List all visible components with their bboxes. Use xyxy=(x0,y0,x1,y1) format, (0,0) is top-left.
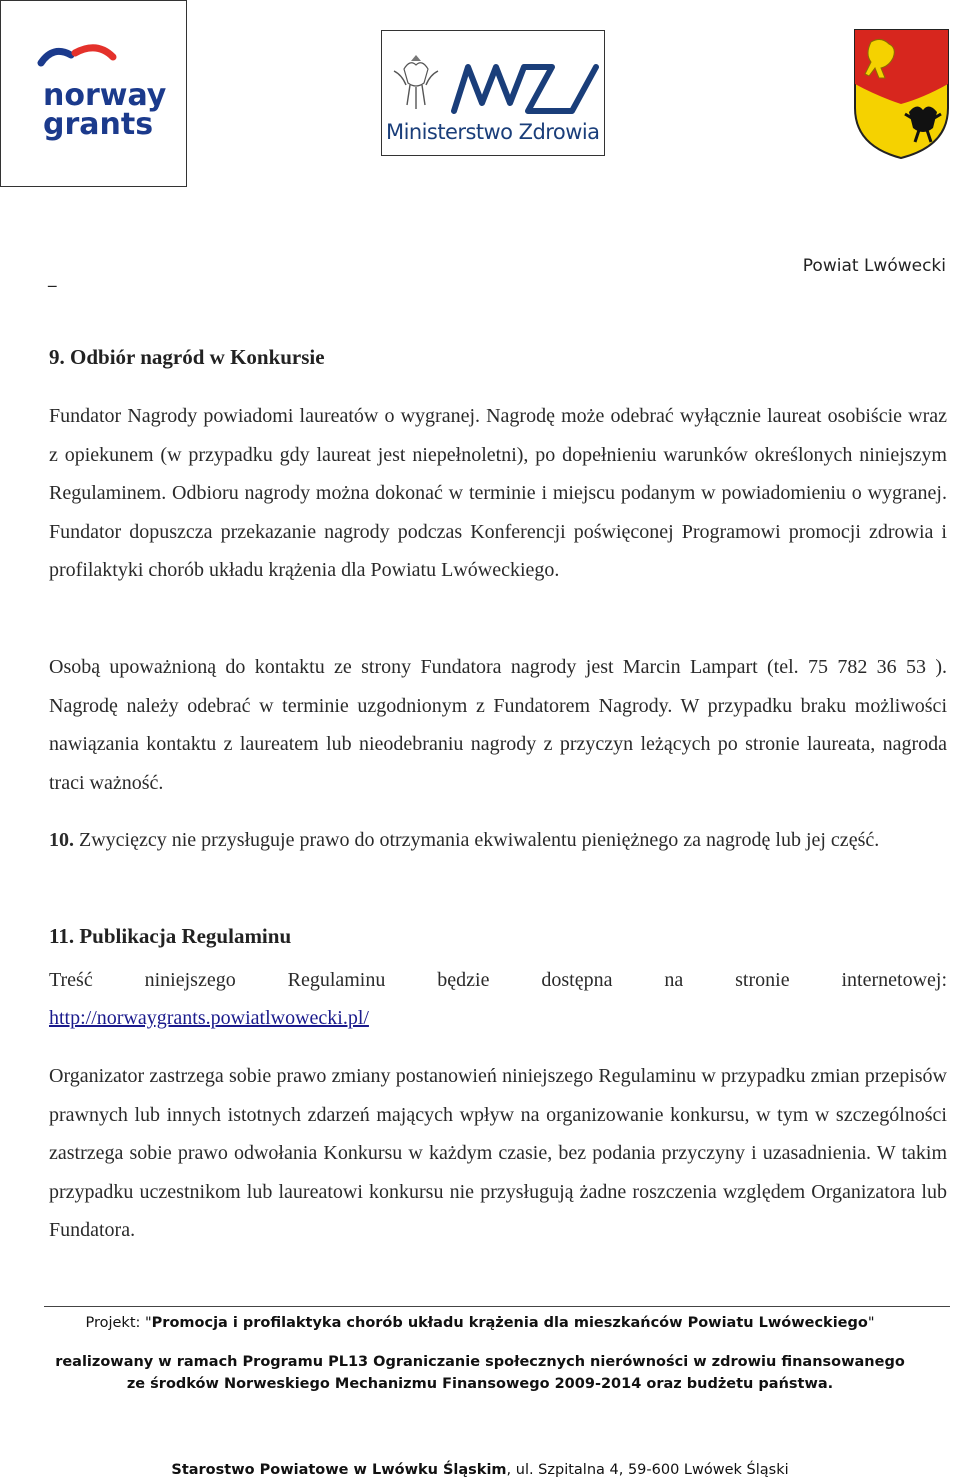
ministry-of-health-logo xyxy=(381,30,605,156)
footer-divider xyxy=(44,1306,950,1307)
header-dash: _ xyxy=(48,268,57,288)
section-9-title: 9. Odbiór nagród w Konkursie xyxy=(49,345,325,369)
section-9-paragraph-1: Fundator Nagrody powiadomi laureatów o wygranej. Nagrodę może odebrać wyłącznie laureat osobiście wraz z opiekunem (w przypadku gdy laureat jest niepełnoletni), po dopełnieniu warunków określonych niniejszym Regulaminem. Odbioru nagrody można dokonać w terminie i miejscu podanym w powiadomieniu o wygranej. Fundator dopuszcza przekazanie nagrody podczas Konferencji poświęconej Programowi promocji zdrowia i profilaktyki chorób układu krążenia dla Powiatu Lwóweckiego. xyxy=(49,405,947,581)
footer-address-office: Starostwo Powiatowe w Lwówku Śląskim xyxy=(171,1462,507,1478)
section-9-paragraph-2: Osobą upoważnioną do kontaktu ze strony Fundatora nagrody jest Marcin Lampart (tel. 75 782 36 53 ). Nagrodę należy odebrać w terminie uzgodnionym z Fundatorem Nagrody. W przypadku braku możliwości nawiązania kontaktu z laureatem lub nieodebraniu nagrody z przyczyn leżących po stronie laureata, nagroda traci ważność. xyxy=(49,656,947,794)
section-11-paragraph-1: Treść niniejszego Regulaminu będzie dostępna na stronie internetowej: xyxy=(49,969,947,991)
norway-text: norway xyxy=(43,78,167,113)
footer-address xyxy=(0,1462,960,1478)
footer-project-name: Promocja i profilaktyka chorób układu krążenia dla mieszkańców Powiatu Lwóweckiego xyxy=(151,1315,868,1331)
polish-eagle-icon xyxy=(394,55,438,109)
ministry-logo-mark xyxy=(382,31,604,155)
footer-program-line: realizowany w ramach Programu PL13 Ograniczanie społecznych nierówności w zdrowiu finansowanego xyxy=(55,1354,905,1370)
footer-project-suffix: " xyxy=(867,1315,875,1331)
norway-grants-logo-mark xyxy=(1,1,186,186)
footer-address-street: , ul. Szpitalna 4, 59-600 Lwówek Śląski xyxy=(506,1462,789,1478)
section-11-title: 11. Publikacja Regulaminu xyxy=(49,924,292,948)
section-11-link-line xyxy=(49,999,947,1038)
footer-project xyxy=(0,1315,960,1331)
district-name: Powiat Lwówecki xyxy=(802,256,946,276)
section-10-paragraph xyxy=(49,821,947,860)
regulations-link[interactable]: http://norwaygrants.powiatlwowecki.pl/ xyxy=(49,1007,369,1029)
section-10-text: Zwycięzcy nie przysługuje prawo do otrzymania ekwiwalentu pieniężnego za nagrodę lub jej część. xyxy=(74,829,880,851)
footer-funding-line: ze środków Norweskiego Mechanizmu Finansowego 2009-2014 oraz budżetu państwa. xyxy=(126,1376,834,1392)
ministry-name-text: Ministerstwo Zdrowia xyxy=(386,120,600,144)
norway-grants-logo xyxy=(0,0,187,187)
coat-of-arms-icon xyxy=(853,28,950,160)
grants-text: grants xyxy=(43,107,154,142)
section-10-number: 10. xyxy=(49,829,74,851)
footer-project-prefix: Projekt: " xyxy=(85,1315,152,1331)
section-11-paragraph-2: Organizator zastrzega sobie prawo zmiany postanowień niniejszego Regulaminu w przypadku zmian przepisów prawnych lub innych istotnych zdarzeń mających wpływ na organizowanie konkursu, w tym w szczególności zastrzega sobie prawo odwołania Konkursu w każdym czasie, bez podania przyczyny i uzasadnienia. W takim przypadku uczestnikom lub laureatowi konkursu nie przysługują żadne roszczenia względem Organizatora lub Fundatora. xyxy=(49,1065,947,1241)
